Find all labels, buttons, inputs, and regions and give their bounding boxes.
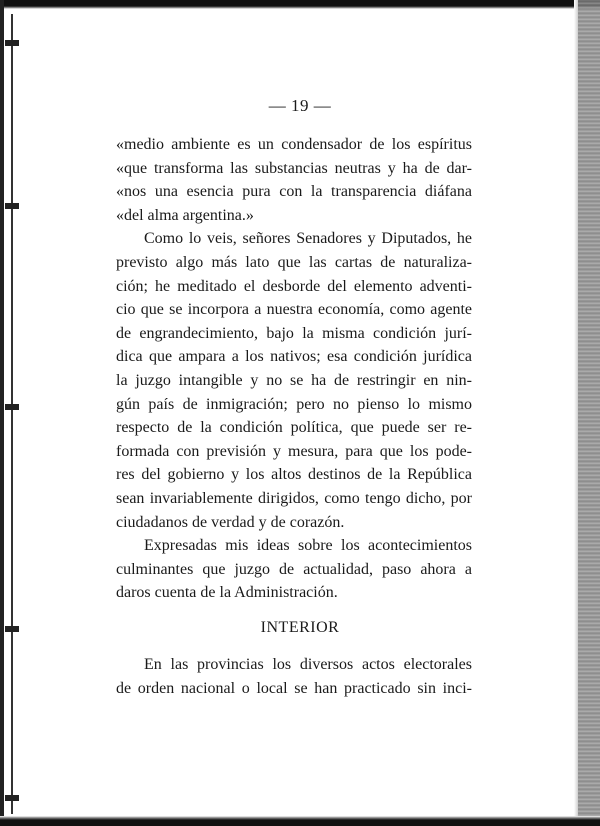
text-line: de orden nacional o local se han practicado sin inci-	[116, 679, 472, 697]
binding-mark	[5, 40, 19, 46]
text-line: res del gobierno y los altos destinos de la República	[116, 466, 472, 484]
paragraph-quote	[116, 133, 472, 227]
binding-mark	[5, 404, 19, 410]
text-line: cio que se incorpora a nuestra economía, como agente	[116, 301, 472, 319]
body-text-2	[116, 653, 472, 700]
text-line: En las provincias los diversos actos electorales	[144, 656, 472, 673]
text-line: sean invariablemente dirigidos, como tengo dicho, por	[116, 489, 472, 507]
text-line: «medio ambiente es un condensador de los espíritus	[116, 136, 472, 153]
body-text	[116, 133, 472, 605]
text-line: gún país de inmigración; pero no pienso lo mismo	[116, 395, 472, 413]
scan-frame-left	[0, 0, 4, 826]
text-line: dica que ampara a los nativos; esa condición jurídica	[116, 348, 472, 366]
paragraph-3	[116, 534, 472, 605]
text-line: culminantes que juzgo de actualidad, paso ahora a	[116, 560, 472, 578]
text-line: de engrandecimiento, bajo la misma condición jurí-	[116, 324, 472, 342]
text-line: previsto algo más lato que las cartas de naturaliza-	[116, 253, 472, 271]
scan-frame-right	[578, 0, 600, 826]
text-line: ciudadanos de verdad y de corazón.	[116, 513, 345, 531]
text-line: «que transforma las substancias neutras y ha de dar-	[116, 159, 472, 177]
text-line: «del alma argentina.»	[116, 206, 254, 224]
text-line: daros cuenta de la Administración.	[116, 584, 338, 602]
binding-line	[11, 14, 13, 814]
text-line: «nos una esencia pura con la transparencia diáfana	[116, 183, 472, 201]
page-number: — 19 —	[268, 96, 332, 115]
text-line: Expresadas mis ideas sobre los acontecimientos	[144, 537, 472, 555]
text-line: ción; he meditado el desborde del elemento adventi-	[116, 277, 472, 295]
text-line: formada con previsión y mesura, para que los pode-	[116, 442, 472, 460]
paragraph-2	[116, 227, 472, 534]
scan-frame-top	[0, 0, 600, 9]
section-heading: INTERIOR	[260, 619, 340, 636]
scan-frame-bottom	[0, 816, 600, 826]
binding-mark	[5, 203, 19, 209]
text-line: la juzgo intangible y no se ha de restringir en nin-	[116, 371, 472, 389]
text-line: respecto de la condición política, que puede ser re-	[116, 419, 472, 437]
binding-mark	[5, 795, 19, 801]
text-line: Como lo veis, señores Senadores y Diputados, he	[144, 230, 472, 248]
